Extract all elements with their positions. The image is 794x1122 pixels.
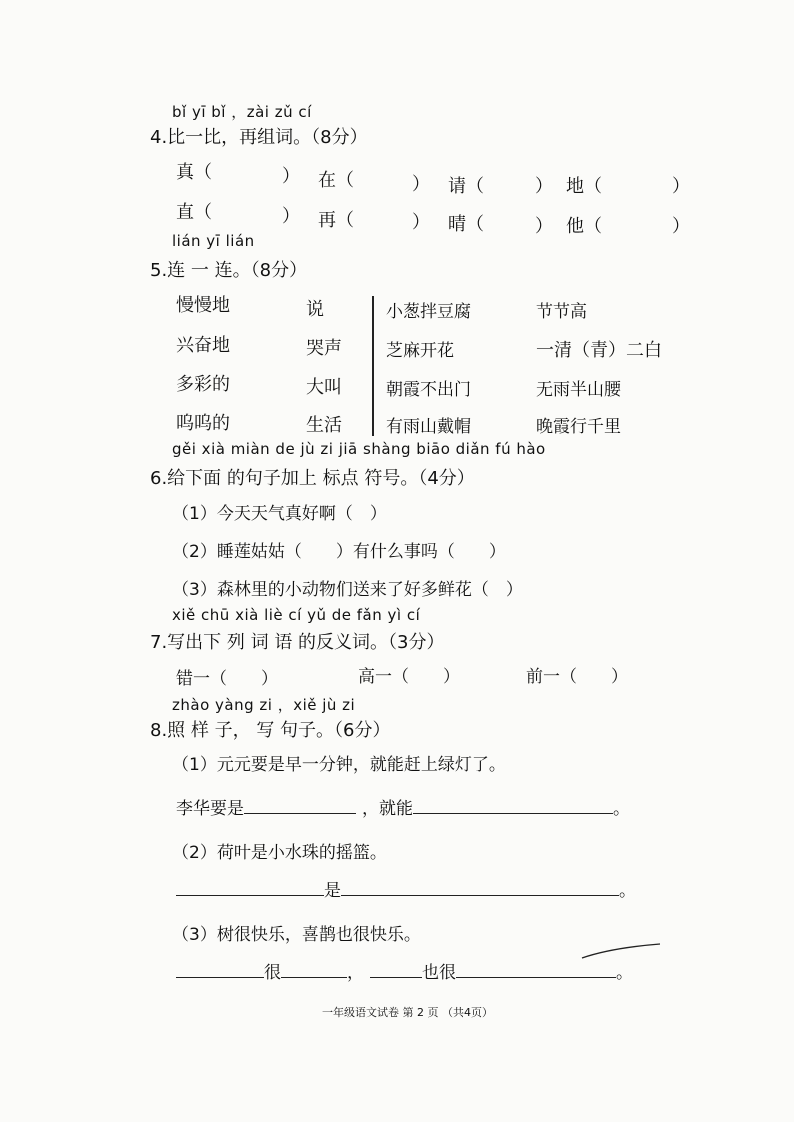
q5-left-b-3: 大叫: [306, 377, 342, 398]
q6-pinyin: gěi xià miàn de jù zi jiā shàng biāo diǎn fú hào: [172, 440, 546, 458]
q4-pinyin: bǐ yī bǐ ，zài zǔ cí: [172, 103, 312, 121]
q8-ans3-c: 也很: [422, 963, 456, 983]
q4-title: 4.比一比，再组词。（8分）: [150, 127, 368, 148]
q7-pinyin: xiě chū xià liè cí yǔ de fǎn yì cí: [172, 606, 421, 624]
q4-r1-c1: 真（: [176, 162, 212, 183]
q4-r2-c2: 再（: [318, 210, 354, 231]
q5-left-a-1: 慢慢地: [176, 295, 230, 316]
q4-r1-c2-close: ）: [412, 174, 430, 195]
q7-item-2: 高一（ ）: [358, 667, 460, 687]
q8-answer-1: [176, 794, 630, 819]
q8-ans3-blank-4[interactable]: [456, 961, 616, 978]
q6-item-2: （2）睡莲姑姑（ ）有什么事吗（ ）: [172, 542, 506, 562]
q5-right-b-1: 节节高: [536, 302, 587, 322]
q4-r1-c1-close: ）: [282, 166, 300, 187]
q8-pinyin: zhào yàng zi ，xiě jù zi: [172, 696, 356, 714]
q4-r1-c2: 在（: [318, 170, 354, 191]
q4-r1-c4: 地（: [566, 176, 602, 197]
q5-right-a-1: 小葱拌豆腐: [386, 302, 471, 322]
q5-title: 5.连 一 连。（8分）: [150, 260, 308, 281]
q5-right-b-2: 一清（青）二白: [536, 340, 662, 361]
q4-r1-c3-close: ）: [535, 176, 553, 197]
q4-r2-c3: 晴（: [448, 214, 484, 235]
q4-r1-c4-close: ）: [672, 176, 690, 197]
q8-title: 8.照 样 子， 写 句子。（6分）: [150, 720, 391, 741]
q4-r2-c4-close: ）: [672, 216, 690, 237]
q5-left-a-3: 多彩的: [176, 374, 230, 395]
q4-r2-c1: 直（: [176, 202, 212, 223]
q5-right-a-4: 有雨山戴帽: [386, 417, 471, 437]
q5-left-a-4: 呜呜的: [176, 413, 230, 434]
q5-left-b-4: 生活: [306, 415, 342, 436]
q8-ans2-blank-2[interactable]: [341, 879, 619, 896]
q5-right-a-3: 朝霞不出门: [386, 380, 471, 400]
q8-ans3-blank-3[interactable]: [370, 961, 422, 978]
q7-title: 7.写出下 列 词 语 的反义词。（3分）: [150, 632, 445, 653]
q8-ans1-prefix: 李华要是: [176, 799, 244, 819]
q4-r2-c3-close: ）: [535, 216, 553, 237]
q4-r2-c1-close: ）: [282, 206, 300, 227]
q5-right-b-3: 无雨半山腰: [536, 380, 621, 400]
q8-ans1-end: 。: [613, 799, 630, 819]
q8-ans2-end: 。: [619, 881, 636, 901]
q8-ans2-mid: 是: [324, 881, 341, 901]
page-footer: 一年级语文试卷 第 2 页 （共4页）: [322, 1006, 493, 1019]
q8-example-2: （2）荷叶是小水珠的摇篮。: [172, 843, 387, 863]
q5-right-b-4: 晚霞行千里: [536, 417, 621, 437]
q5-pinyin: lián yī lián: [172, 232, 255, 250]
q5-left-a-2: 兴奋地: [176, 335, 230, 356]
q8-example-3: （3）树很快乐，喜鹊也很快乐。: [172, 925, 421, 945]
q4-r1-c3: 请（: [448, 176, 484, 197]
q8-ans1-blank-2[interactable]: [413, 797, 613, 814]
q8-answer-3: [176, 958, 633, 983]
q8-ans3-end: 。: [616, 963, 633, 983]
q6-title: 6.给下面 的句子加上 标点 符号。（4分）: [150, 468, 475, 489]
q8-ans2-blank-1[interactable]: [176, 879, 324, 896]
q8-example-1: （1）元元要是早一分钟，就能赶上绿灯了。: [172, 755, 506, 775]
q7-item-1: 错一（ ）: [176, 669, 278, 689]
q6-item-1: （1）今天天气真好啊（ ）: [172, 504, 387, 524]
q8-ans3-b: ，: [347, 963, 364, 983]
q4-r2-c2-close: ）: [412, 212, 430, 233]
q8-ans3-blank-2[interactable]: [281, 961, 347, 978]
q8-answer-2: [176, 876, 636, 901]
q8-ans1-blank-1[interactable]: [244, 797, 356, 814]
q5-right-a-2: 芝麻开花: [386, 341, 454, 361]
q4-r2-c4: 他（: [566, 216, 602, 237]
q6-item-3: （3）森林里的小动物们送来了好多鲜花（ ）: [172, 580, 523, 600]
q5-left-b-2: 哭声: [306, 338, 342, 359]
q8-ans3-blank-1[interactable]: [176, 961, 264, 978]
q5-divider: [372, 296, 374, 436]
q5-left-b-1: 说: [306, 299, 324, 320]
q8-ans3-a: 很: [264, 963, 281, 983]
q7-item-3: 前一（ ）: [526, 667, 628, 687]
pen-stroke: [580, 940, 664, 962]
q8-ans1-mid: ，就能: [362, 799, 413, 819]
